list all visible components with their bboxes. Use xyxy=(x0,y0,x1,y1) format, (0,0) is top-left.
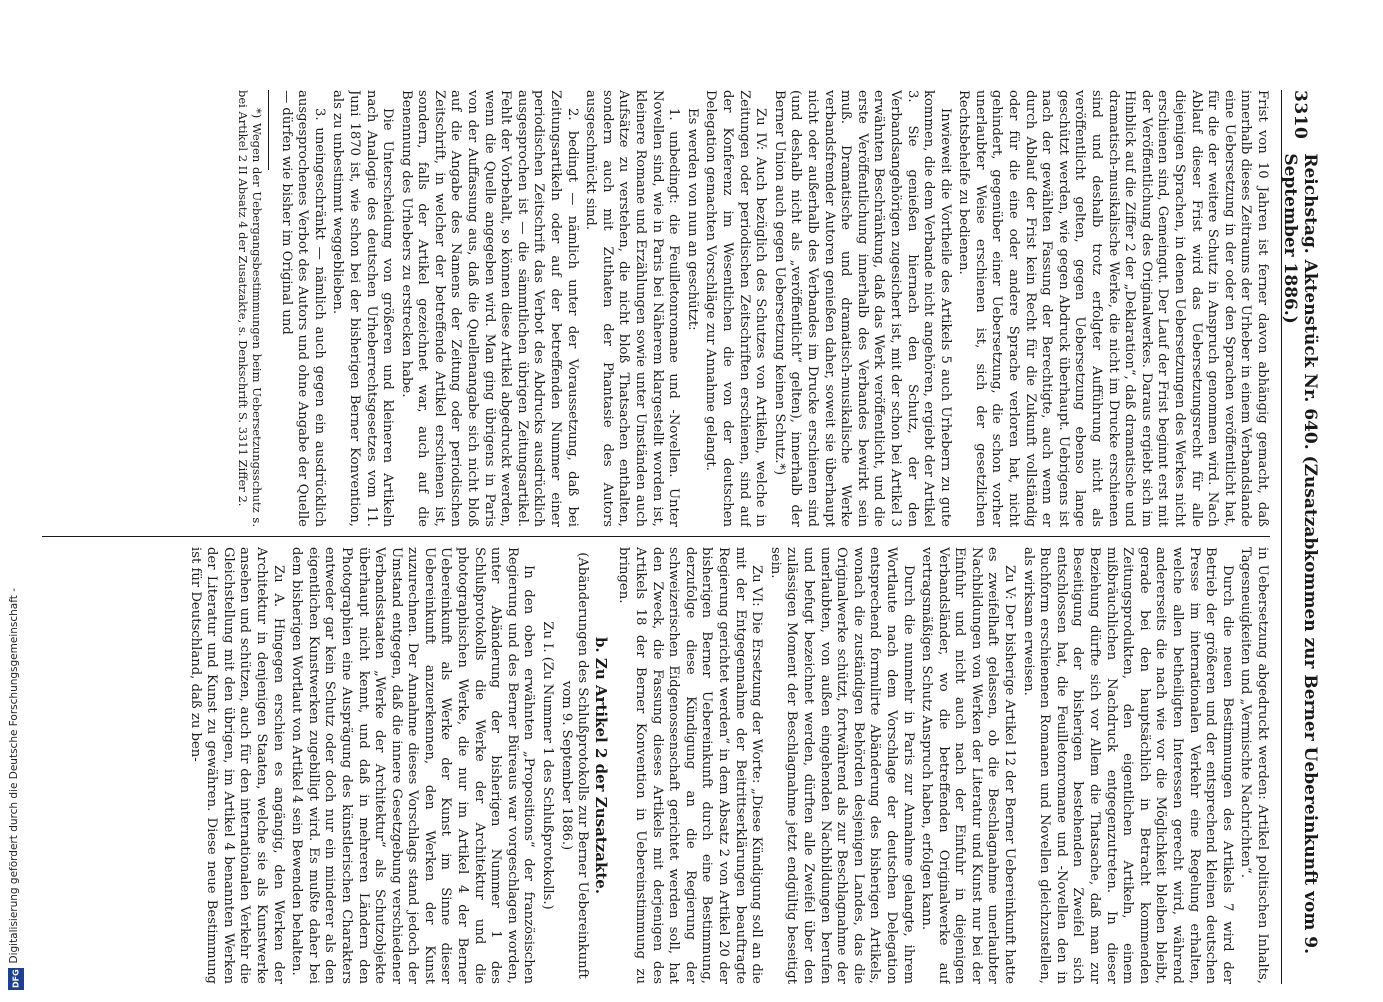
rotated-document-page xyxy=(28,72,1318,1002)
paragraph: Durch die neuen Bestimmungen des Artikels 7 wird der Betrieb der größeren und der entsprechend kleinen deutschen Presse im internationalen Verkehr eine Regelung erhalten, welche allen betheiligten Interessen gerecht wird, während andererseits die nach wie vor die Möglichkeit bleiben bleibt, gerade bei den hauptsächlich in Betracht kommenden Zeitungsprodukten, den eigentlichen Artikeln, einem mißbräuchlichen Nachdruck entgegenzutreten. In dieser Beziehung dürfte sich vor Allem die Thatsache, daß man zur Beseitigung der bisherigen bestehenden Zweifel sich entschlossen hat, die Feuilletonromane und -Novellen den in Buchform erschienenen Romanen und Novellen gleichzustellen, als wirksam erweisen. xyxy=(1020,547,1235,984)
footnote: *) Wegen der Uebergangsbestimmungen beim Uebersetzungsschutz s. bei Artikel 2 II Absatz 4 der Zusatzakte, s. Denkschrift S. 3311 Ziffer 2. xyxy=(235,90,264,527)
paragraph: Durch die nunmehr in Paris zur Annahme gelangte, ihrem Wortlaute nach dem Vorschlage der deutschen Delegation entsprechend formulirte Abänderung des bisherigen Artikels, wonach die zuständigen Behörden desjenigen Landes, das die Originalwerke schützt, fortwährend als zur Beschlagnahme der unerlaubten, von außen eingehenden Nachbildungen berufen und befugt bezeichnet werden, dürften alle Zweifel über den zulässigen Moment der Beschlagnahme jetzt endgültig beseitigt sein. xyxy=(767,547,916,984)
dfg-logo: DFG xyxy=(8,968,24,990)
right-text-column xyxy=(38,547,1270,984)
page-title: Reichstag. Aktenstück Nr. 640. (Zusatzabkommen zur Berner Uebereinkunft vom 9. September 1886.) xyxy=(1280,153,1320,954)
paragraph: In den oben erwähnten „Propositions“ der französischen Regierung und des Berner Büreaus war vorgeschlagen worden, unter Abänderung der bisherigen Nummer 1 des Schlußprotokolls die Werke der Architektur und die photographischen Werke, die nur im Artikel 4 der Berner Uebereinkunft als Werke der Kunst im Sinne dieser Uebereinkunft anzuerkennen, den Werken der Kunst zuzurechnen. Der Annahme dieses Vorschlags stand jedoch der Umstand entgegen, daß die innere Gesetzgebung verschiedener Verbandsstaaten „Werke der Architektur“ als Schutzobjekte überhaupt nicht kennt, und daß in mehreren Ländern den Photographien eine Ausprägung des künstlerischen Charakters entweder gar kein Schutz oder doch nur ein minderer als den eigentlichen Kunstwerken zugebilligt wird. Es mußte daher bei dem bisherigen Wortlaut von Artikel 4 sein Bewenden behalten. xyxy=(289,547,537,984)
paragraph: Zu V: Der bisherige Artikel 12 der Berner Uebereinkunft hatte es zweifelhaft gelassen, ob die Beschlagnahme unerlaubter Nachbildungen von Werken der Literatur und Kunst nur bei der Einfuhr und nicht auch nach der Einfuhr in diejenigen Verbandsländer, wo die betreffenden Originalwerke auf vertragsmäßigen Schutz Anspruch haben, erfolgen kann. xyxy=(919,547,1018,984)
paragraph: Zu VI: Die Ersetzung der Worte: „Diese Kündigung soll an die mit der Entgegennahme der Beitrittserklärungen beauftragte Regierung gerichtet werden“ in dem Absatz 2 von Artikel 20 der bisherigen Berner Uebereinkunft durch eine Bestimmung, derzufolge diese Kündigung an die Regierung der schweizerischen Eidgenossenschaft gerichtet werden soll, hat den Zweck, die Fassung dieses Artikels mit derjenigen des Artikels 18 der Berner Konvention in Uebereinstimmung zu bringen. xyxy=(616,547,765,984)
paragraph: in Uebersetzung abgedruckt werden: Artikel politischen Inhalts, Tagesneuigkeiten und „Vermischte Nachrichten“. xyxy=(1238,547,1270,984)
credit-text: Digitalisierung gefördert durch die Deutsche Forschungsgemeinschaft - xyxy=(8,588,20,964)
section-subtitle: (Abänderungen des Schlußprotokolls zur Berner Uebereinkunft vom 9. September 1886.) xyxy=(558,552,591,979)
paragraph: 3. uneingeschränkt — nämlich auch gegen ein ausdrücklich ausgesprochenes Verbot des Autors und ohne Angabe der Quelle — dürfen wie bisher im Original und xyxy=(278,90,327,527)
paragraph: 2. bedingt — nämlich unter der Voraussetzung, daß bei Zeitungsartikeln oder auf der betreffenden Nummer einer periodischen Zeitschrift das Verbot des Abdrucks ausdrücklich ausgesprochen ist — die sämmtlichen übrigen Zeitungsartikel. Fehlt der Vorbehalt, so können diese Artikel abgedruckt werden, wenn die Quelle angegeben wird. Man ging übrigens in Paris von der Auffassung aus, daß die Quellenangabe sich nicht bloß auf die Angabe des Namens der Zeitung oder periodischen Zeitschrift, in welcher der betreffende Artikel erschienen ist, sondern, falls der Artikel gezeichnet war, auch auf die Benennung des Urhebers zu erstrecken habe. xyxy=(398,90,580,527)
page-number: 3310 xyxy=(1290,90,1310,140)
paragraph: 1. unbedingt: die Feuilletonromane und -Novellen. Unter Novellen sind, wie in Paris bei Näherem klargestellt worden ist, kleinere Romane und Erzählungen sowie unter Umständen auch Aufsätze zu verstehen, die nicht bloß Thatsachen enthalten, sondern auch mit Zuthaten der Phantasie des Autors ausgeschmückt sind. xyxy=(583,90,682,527)
column-divider xyxy=(42,536,1270,537)
subsection-heading: Zu I. (Zu Nummer 1 des Schlußprotokolls.) xyxy=(540,621,556,910)
footnote-divider xyxy=(268,90,269,170)
paragraph: Inwieweit die Vortheile des Artikels 5 auch Urhebern zu gute kommen, die dem Verbande nicht angehören, ergiebt der Artikel 3. Sie genießen hiernach den Schutz, der den Verbandsangehörigen zugesichert ist, mit der schon bei Artikel 3 erwähnten Beschränkung, daß das Werk veröffentlicht, und die erste Veröffentlichung innerhalb des Verbandes bewirkt sein muß. Dramatische und dramatisch-musikalische Werke verbandsfremder Autoren genießen daher, soweit sie überhaupt nicht oder außerhalb des Verbandes im Drucke erschienen sind (und deshalb nicht als „veröffentlicht“ gelten), innerhalb der Berner Union auch gegen Uebersetzung keinen Schutz.*) xyxy=(771,90,953,527)
left-text-column xyxy=(38,90,1270,527)
page-header xyxy=(1281,90,1318,984)
paragraph: Es werden von nun an geschützt: xyxy=(684,108,700,331)
section-heading: b. Zu Artikel 2 der Zusatzakte. xyxy=(591,636,610,895)
paragraph: Zu A. Hingegen erschien es angängig, den Werken der Architektur in denjenigen Staaten, welche sie als Kunstwerke ansehen und schützen, auch für den internationalen Verkehr die Gleichstellung mit den übrigen, im Artikel 4 benannten Werken der Literatur und Kunst zu gewähren. Diese neue Bestimmung ist für Deutschland, daß zu ben- xyxy=(187,547,286,984)
paragraph: Zu IV: Auch bezüglich des Schutzes von Artikeln, welche in Zeitungen oder periodischen Zeitschriften erschienen, sind auf der Konferenz im Wesentlichen die von der deutschen Delegation gemachten Vorschläge zur Annahme gelangt. xyxy=(703,90,769,527)
paragraph: Frist von 10 Jahren ist ferner davon abhängig gemacht, daß innerhalb dieses Zeitraums der Urheber in einem Verbandslande eine Uebersetzung in der oder den Sprachen veröffentlicht hat, für die der weitere Schutz in Anspruch genommen wird. Nach Ablauf dieser Frist wird das Uebersetzungsrecht für alle diejenigen Sprachen, in denen Uebersetzungen des Werkes nicht erschienen sind, Gemeingut. Der Lauf der Frist beginnt erst mit der Veröffentlichung des Originalwerkes. Daraus ergiebt sich im Hinblick auf die Ziffer 2 der „Deklaration“, daß dramatische und dramatisch-musikalische Werke, die nicht im Drucke erschienen sind und deshalb trotz erfolgter Aufführung nicht als veröffentlicht gelten, gegen Uebersetzung ebenso lange geschützt werden, wie gegen Abdruck überhaupt. Uebrigens ist nach der gewählten Fassung der Berechtigte, auch wenn er durch Ablauf der Frist kein Recht für die Zukunft vollständig oder für die eine oder andere Sprache verloren hat, nicht gehindert, gegenüber einer Uebersetzung, die schon vorher unerlaubter Weise erschienen ist, sich der gesetzlichen Rechtsbehelfe zu bedienen. xyxy=(956,90,1270,527)
paragraph: Die Unterscheidung von größeren und kleineren Artikeln nach Analogie des deutschen Urheberrechtsgesetzes vom 11. Juni 1870 ist, wie schon bei der bisherigen Berner Konvention, als zu unbestimmt weggeblieben. xyxy=(330,90,396,527)
digitization-credit xyxy=(8,588,26,992)
